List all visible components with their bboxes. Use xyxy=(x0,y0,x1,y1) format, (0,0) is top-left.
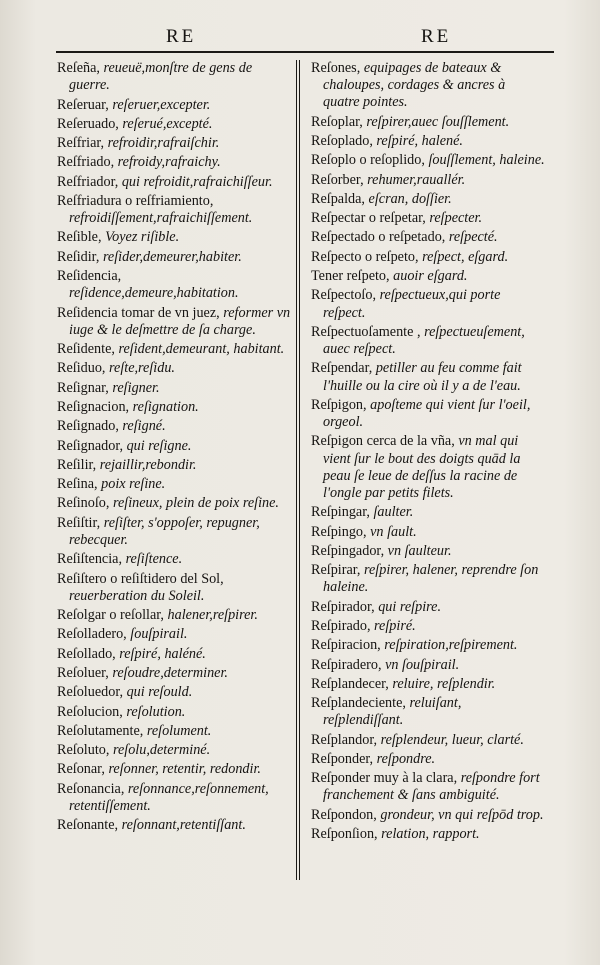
entry-definition: ſouſpirail. xyxy=(130,626,188,643)
entry-headword: Reſolgar o reſollar, xyxy=(57,607,164,624)
entry-headword: Reſpalda, xyxy=(311,190,365,207)
entry-headword: Reſpecto o reſpeto, xyxy=(311,248,419,265)
dictionary-entry xyxy=(57,116,291,133)
entry-headword: Reſpendar, xyxy=(311,360,373,377)
entry-headword: Reſidir, xyxy=(57,248,100,265)
entry-definition: rejaillir,rebondir. xyxy=(99,456,197,473)
entry-headword: Reſpectar o reſpetar, xyxy=(311,210,426,227)
entry-definition: vn ſault. xyxy=(370,523,417,540)
entry-definition: reſoudre,determiner. xyxy=(112,664,228,681)
entry-definition: reluiſant, reſplendiſſant. xyxy=(323,695,462,729)
dictionary-entry xyxy=(311,657,545,674)
entry-headword: Reſolucion, xyxy=(57,703,123,720)
entry-headword: Reſolladero, xyxy=(57,626,127,643)
dictionary-entry xyxy=(311,618,545,635)
entry-headword: Reſiſtencia, xyxy=(57,551,123,568)
entry-definition: reſpiré. xyxy=(374,617,416,634)
running-head-right: RE xyxy=(421,26,452,47)
entry-headword: Reſpirador, xyxy=(311,598,375,615)
dictionary-entry xyxy=(311,524,545,541)
entry-headword: Reſpectado o reſpetado, xyxy=(311,229,446,246)
dictionary-entry xyxy=(57,305,291,339)
dictionary-entry xyxy=(57,626,291,643)
dictionary-entry xyxy=(311,695,545,729)
entry-definition: reſonnant,retentiſſant. xyxy=(121,817,246,834)
entry-definition: reſiſter, s'oppoſer, repugner, rebecquer. xyxy=(69,514,260,548)
dictionary-entry xyxy=(57,495,291,512)
entry-definition: reſpondre. xyxy=(376,750,436,767)
entry-definition: petiller au feu comme fait l'huille ou la cire où il y a de l'eau. xyxy=(323,360,522,394)
entry-headword: Reſfriado, xyxy=(57,154,115,171)
entry-headword: Reſfriador, xyxy=(57,173,119,190)
dictionary-entry xyxy=(311,229,545,246)
entry-headword: Tener reſpeto, xyxy=(311,268,390,285)
entry-definition: reſolument. xyxy=(146,722,212,739)
dictionary-entry xyxy=(311,60,545,112)
entry-definition: reſpecter. xyxy=(429,210,483,227)
dictionary-entry xyxy=(57,817,291,834)
dictionary-entry xyxy=(311,210,545,227)
entry-definition: reſider,demeurer,habiter. xyxy=(102,248,242,265)
entry-definition: reſiſtence. xyxy=(125,551,183,568)
dictionary-entry xyxy=(57,135,291,152)
entry-definition: ſouſſlement, haleine. xyxy=(428,152,545,169)
dictionary-entry xyxy=(311,826,545,843)
entry-definition: refroidiſſement,rafraichiſſement. xyxy=(69,210,253,227)
entry-headword: Reſpondon, xyxy=(311,806,377,823)
dictionary-entry xyxy=(311,172,545,189)
dictionary-entry xyxy=(57,249,291,266)
left-column xyxy=(57,60,291,837)
entry-definition: qui reſould. xyxy=(126,684,193,701)
dictionary-entry xyxy=(57,761,291,778)
entry-headword: Reſina, xyxy=(57,476,98,493)
entry-headword: Reſignacion, xyxy=(57,398,130,415)
entry-definition: reſigner. xyxy=(112,379,160,396)
entry-definition: reſpectueuſement, auec reſpect. xyxy=(323,323,525,358)
entry-headword: Reſidencia, xyxy=(57,268,122,285)
entry-definition: ſaulter. xyxy=(373,504,414,521)
entry-definition: reformer vn iuge & le deſmettre de ſa charge. xyxy=(69,304,291,338)
dictionary-entry xyxy=(57,571,291,605)
right-column xyxy=(311,60,545,845)
entry-headword: Reſoplado, xyxy=(311,133,373,149)
entry-definition: reueuë,monſtre de gens de guerre. xyxy=(69,60,253,94)
entry-headword: Reſonancia, xyxy=(57,780,125,797)
dictionary-entry xyxy=(57,684,291,701)
entry-definition: reſpiré, halené. xyxy=(376,133,463,149)
entry-definition: reſpect, eſgard. xyxy=(422,248,509,265)
entry-headword: Reſfriadura o reſfriamiento, xyxy=(57,192,214,209)
dictionary-entry xyxy=(57,418,291,435)
entry-headword: Reſpectuoſamente , xyxy=(311,323,421,340)
dictionary-entry xyxy=(57,399,291,416)
entry-definition: reſolution. xyxy=(126,703,186,720)
dictionary-entry xyxy=(311,287,545,321)
dictionary-entry xyxy=(311,543,545,560)
entry-headword: Reſorber, xyxy=(311,171,364,188)
dictionary-entry xyxy=(311,637,545,654)
dictionary-entry xyxy=(57,154,291,171)
dictionary-entry xyxy=(311,397,545,431)
dictionary-entry xyxy=(57,704,291,721)
entry-headword: Reſpirar, xyxy=(311,562,361,579)
entry-headword: Reſignado, xyxy=(57,418,119,435)
entry-headword: Reſignar, xyxy=(57,379,109,396)
entry-headword: Reſones, xyxy=(311,60,361,76)
dictionary-entry xyxy=(311,751,545,768)
dictionary-entry xyxy=(311,324,545,358)
dictionary-entry xyxy=(57,476,291,493)
dictionary-entry xyxy=(57,665,291,682)
entry-headword: Reſolutamente, xyxy=(57,722,144,739)
entry-headword: Reſponder muy à la clara, xyxy=(311,770,458,787)
entry-definition: reſonnance,reſonnement, retentiſſement. xyxy=(69,780,269,814)
dictionary-entry xyxy=(311,360,545,394)
dictionary-entry xyxy=(311,133,545,150)
entry-definition: reſpecté. xyxy=(448,229,498,246)
entry-definition: poix reſine. xyxy=(101,476,166,493)
dictionary-entry xyxy=(57,174,291,191)
entry-definition: reſeruer,excepter. xyxy=(112,96,211,113)
dictionary-entry xyxy=(311,770,545,804)
dictionary-entry xyxy=(57,457,291,474)
entry-headword: Reſidente, xyxy=(57,341,115,358)
entry-headword: Reſplandor, xyxy=(311,731,378,748)
dictionary-entry xyxy=(57,268,291,302)
entry-headword: Reſeña, xyxy=(57,60,100,76)
dictionary-entry xyxy=(311,268,545,285)
dictionary-entry xyxy=(57,607,291,624)
entry-headword: Reſponſion, xyxy=(311,826,378,843)
dictionary-entry xyxy=(57,229,291,246)
entry-definition: reſpiration,reſpirement. xyxy=(384,637,518,654)
header-rule xyxy=(56,51,554,53)
dictionary-entry xyxy=(311,807,545,824)
entry-definition: reſpondre fort franchement & ſans ambiguité. xyxy=(323,770,540,804)
entry-definition: rehumer,rauallér. xyxy=(367,171,466,188)
entry-headword: Reſeruado, xyxy=(57,115,119,132)
entry-definition: reſonner, retentir, redondir. xyxy=(108,761,261,778)
entry-definition: vn mal qui vient ſur le bout des doigts quād la peau ſe leue de deſſus la racine de l'ongle par petits filets. xyxy=(323,433,521,501)
dictionary-entry xyxy=(57,781,291,815)
entry-headword: Reſpingador, xyxy=(311,542,385,559)
entry-headword: Reſplandecer, xyxy=(311,675,389,692)
entry-definition: apoſteme qui vient ſur l'oeil, orgeol. xyxy=(323,396,531,431)
dictionary-entry xyxy=(311,249,545,266)
entry-definition: reſolu,determiné. xyxy=(112,742,211,759)
dictionary-entry xyxy=(311,114,545,131)
entry-definition: reluire, reſplendir. xyxy=(392,675,496,692)
entry-headword: Reſilir, xyxy=(57,456,97,473)
entry-headword: Reſiſtero o reſiſtidero del Sol, xyxy=(57,570,224,587)
entry-definition: qui reſpire. xyxy=(378,598,441,615)
entry-headword: Reſonante, xyxy=(57,817,119,834)
entry-headword: Reſiſtir, xyxy=(57,514,101,531)
dictionary-entry xyxy=(57,551,291,568)
entry-definition: reuerberation du Soleil. xyxy=(69,587,205,604)
dictionary-entry xyxy=(57,193,291,227)
entry-headword: Reſpiracion, xyxy=(311,637,381,654)
entry-definition: eſcran, doſſier. xyxy=(368,190,452,207)
dictionary-entry xyxy=(57,380,291,397)
entry-definition: reſpectueux,qui porte reſpect. xyxy=(323,287,501,321)
entry-headword: Reſible, xyxy=(57,229,102,246)
dictionary-entry xyxy=(57,438,291,455)
entry-definition: refroidir,rafraiſchir. xyxy=(107,135,220,152)
entry-definition: reſignation. xyxy=(132,398,199,415)
entry-headword: Reſoluedor, xyxy=(57,684,124,701)
dictionary-entry xyxy=(57,341,291,358)
column-divider xyxy=(296,60,300,880)
entry-definition: reſigné. xyxy=(122,418,166,435)
entry-definition: grondeur, vn qui reſpōd trop. xyxy=(380,806,544,823)
dictionary-entry xyxy=(311,504,545,521)
dictionary-entry xyxy=(311,676,545,693)
entry-definition: refroidy,rafraichy. xyxy=(117,154,221,171)
entry-headword: Reſpigon cerca de la vña, xyxy=(311,433,455,450)
entry-definition: qui refroidit,rafraichiſſeur. xyxy=(121,173,273,190)
entry-headword: Reſpiradero, xyxy=(311,656,382,673)
entry-headword: Reſoplo o reſoplido, xyxy=(311,152,425,169)
dictionary-entry xyxy=(311,562,545,596)
entry-headword: Reſoluto, xyxy=(57,742,110,759)
dictionary-entry xyxy=(311,152,545,169)
entry-headword: Reſpingar, xyxy=(311,504,370,521)
entry-headword: Reſonar, xyxy=(57,761,105,778)
entry-headword: Reſeruar, xyxy=(57,96,109,113)
entry-headword: Reſidencia tomar de vn juez, xyxy=(57,304,220,321)
entry-headword: Reſiduo, xyxy=(57,360,106,377)
entry-headword: Reſoluer, xyxy=(57,664,109,681)
entry-definition: reſidence,demeure,habitation. xyxy=(69,285,239,302)
entry-definition: vn ſaulteur. xyxy=(387,542,452,559)
entry-headword: Reſignador, xyxy=(57,437,124,454)
entry-headword: Reſinoſo, xyxy=(57,495,110,512)
entry-definition: reſte,reſidu. xyxy=(109,360,175,377)
entry-definition: halener,reſpirer. xyxy=(167,607,258,624)
entry-definition: reſineux, plein de poix reſine. xyxy=(112,495,279,512)
dictionary-entry xyxy=(311,191,545,208)
dictionary-entry xyxy=(311,732,545,749)
dictionary-entry xyxy=(57,97,291,114)
dictionary-entry xyxy=(311,433,545,502)
entry-headword: Reſpirado, xyxy=(311,617,371,634)
entry-headword: Reſponder, xyxy=(311,750,374,767)
dictionary-entry xyxy=(57,742,291,759)
entry-definition: Voyez riſible. xyxy=(105,229,180,246)
dictionary-entry xyxy=(57,515,291,549)
entry-headword: Reſpectoſo, xyxy=(311,287,377,304)
dictionary-entry xyxy=(57,723,291,740)
entry-definition: qui reſigne. xyxy=(126,437,192,454)
entry-headword: Reſoplar, xyxy=(311,113,363,130)
dictionary-entry xyxy=(57,646,291,663)
dictionary-entry xyxy=(57,60,291,94)
entry-definition: reſpirer, halener, reprendre ſon haleine. xyxy=(323,562,539,596)
entry-definition: reſplendeur, lueur, clarté. xyxy=(380,731,524,748)
entry-definition: relation, rapport. xyxy=(381,826,480,843)
entry-headword: Reſpingo, xyxy=(311,523,367,540)
entry-definition: reſident,demeurant, habitant. xyxy=(118,341,285,358)
entry-definition: vn ſouſpirail. xyxy=(385,656,460,673)
entry-definition: reſpirer,auec ſouſſlement. xyxy=(366,113,510,130)
entry-definition: auoir eſgard. xyxy=(393,268,468,285)
entry-definition: equipages de bateaux & chaloupes, cordages & ancres à quatre pointes. xyxy=(323,60,506,111)
entry-definition: reſpiré, haléné. xyxy=(119,645,206,662)
entry-headword: Reſplandeciente, xyxy=(311,695,406,712)
entry-definition: reſerué,excepté. xyxy=(122,115,213,132)
dictionary-entry xyxy=(57,360,291,377)
dictionary-entry xyxy=(311,599,545,616)
entry-headword: Reſpigon, xyxy=(311,396,367,413)
entry-headword: Reſollado, xyxy=(57,645,116,662)
entry-headword: Reſfriar, xyxy=(57,135,105,152)
running-head-left: RE xyxy=(166,26,197,47)
